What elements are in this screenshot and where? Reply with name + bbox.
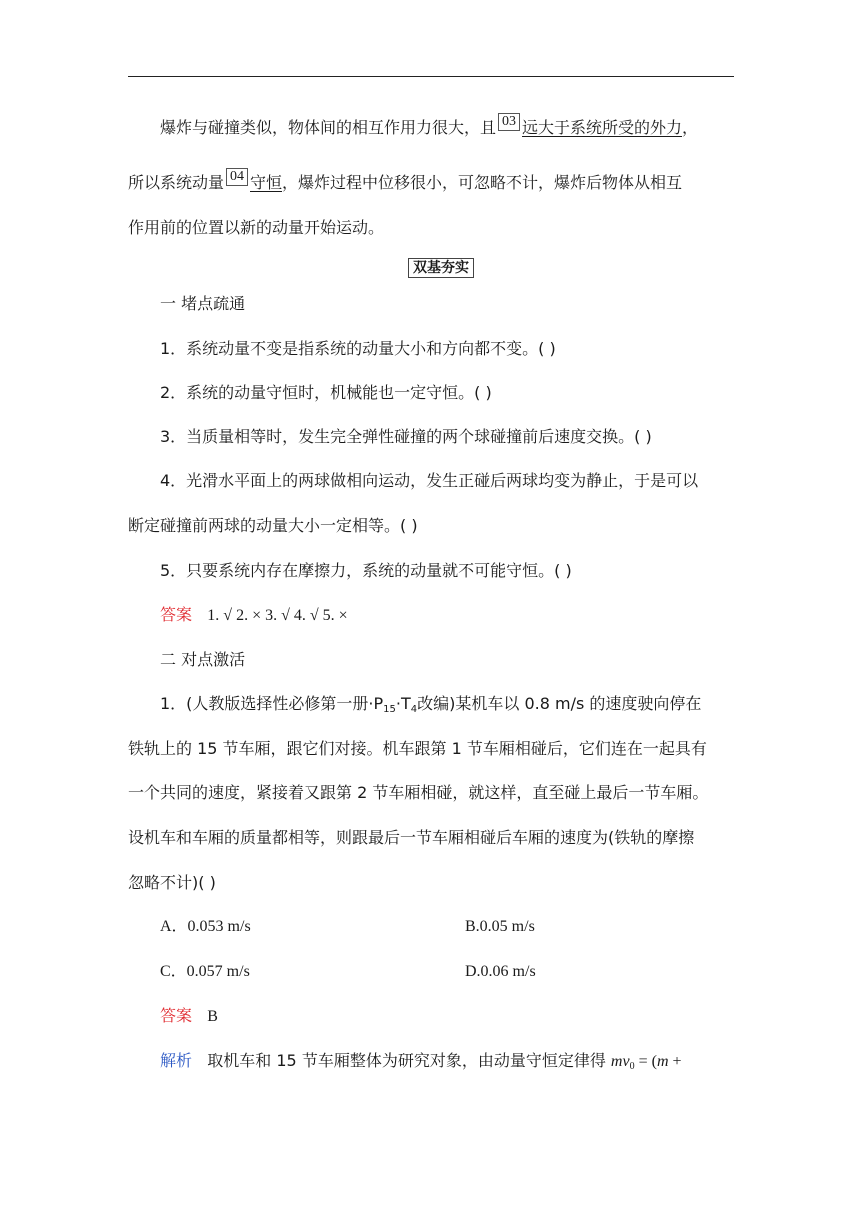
part1-item-3: 3．当质量相等时，发生完全弹性碰撞的两个球碰撞前后速度交换。( ) <box>160 427 652 446</box>
subscript: 4 <box>410 704 418 715</box>
analysis-line <box>160 1051 770 1077</box>
section-tag: 双基夯实 <box>408 258 474 278</box>
part1-item-4-cont: 断定碰撞前两球的动量大小一定相等。( ) <box>128 516 418 535</box>
option-c: C．0.057 m/s <box>160 963 250 980</box>
intro-line-3: 作用前的位置以新的动量开始运动。 <box>128 218 385 237</box>
option-a: A．0.053 m/s <box>160 918 251 935</box>
subscript: 0 <box>629 1061 635 1072</box>
intro-line-1 <box>160 114 770 139</box>
intro-text: 爆炸与碰撞类似，物体间的相互作用力很大，且 <box>160 118 497 137</box>
fill-answer-04: 守恒 <box>250 173 283 192</box>
part1-item-4: 4．光滑水平面上的两球做相向运动，发生正碰后两球均变为静止，于是可以 <box>160 471 699 490</box>
intro-line-2 <box>128 169 738 194</box>
answer-text: 1. √ 2. × 3. √ 4. √ 5. × <box>207 607 348 624</box>
answer-label: 答案 <box>160 1006 193 1025</box>
question-line-2: 铁轨上的 15 节车厢，跟它们对接。机车跟第 1 节车厢相碰后，它们连在一起具有 <box>128 739 707 758</box>
header-rule <box>128 76 734 77</box>
formula-text: + <box>668 1053 682 1070</box>
formula-symbol: m <box>610 1053 623 1070</box>
analysis-text: 取机车和 15 节车厢整体为研究对象，由动量守恒定律得 <box>207 1051 606 1070</box>
fill-answer-03: 远大于系统所受的外力 <box>522 118 683 137</box>
part2-heading: 二 对点激活 <box>160 650 246 669</box>
analysis-label: 解析 <box>160 1051 193 1070</box>
part1-item-2: 2．系统的动量守恒时，机械能也一定守恒。( ) <box>160 383 492 402</box>
option-d: D.0.06 m/s <box>465 963 536 980</box>
part1-answer <box>160 605 770 626</box>
part1-item-1: 1．系统动量不变是指系统的动量大小和方向都不变。( ) <box>160 339 556 358</box>
intro-text: ，爆炸过程中位移很小，可忽略不计，爆炸后物体从相互 <box>282 173 683 192</box>
question-text: 1．(人教版选择性必修第一册·P <box>160 694 384 713</box>
option-b: B.0.05 m/s <box>465 918 535 935</box>
blank-box-04: 04 <box>226 168 248 186</box>
intro-text: 所以系统动量 <box>128 173 225 192</box>
question-line-5: 忽略不计)( ) <box>128 873 216 892</box>
answer-label: 答案 <box>160 605 193 624</box>
part1-item-5: 5．只要系统内存在摩擦力，系统的动量就不可能守恒。( ) <box>160 561 572 580</box>
formula-symbol: m <box>656 1053 669 1070</box>
formula-symbol: v <box>622 1053 630 1070</box>
question-text: 改编)某机车以 0.8 m/s 的速度驶向停在 <box>417 694 702 713</box>
question-text: ·T <box>395 694 411 713</box>
part2-answer <box>160 1006 770 1027</box>
answer-text: B <box>207 1008 218 1025</box>
formula-text: = ( <box>634 1053 657 1070</box>
subscript: 15 <box>383 704 396 715</box>
question-line-3: 一个共同的速度，紧接着又跟第 2 节车厢相碰，就这样，直至碰上最后一节车厢。 <box>128 783 709 802</box>
blank-box-03: 03 <box>498 113 520 131</box>
question-line-1 <box>160 694 770 720</box>
intro-text: ， <box>682 118 699 137</box>
question-line-4: 设机车和车厢的质量都相等，则跟最后一节车厢相碰后车厢的速度为(铁轨的摩擦 <box>128 828 695 847</box>
part1-heading: 一 堵点疏通 <box>160 294 246 313</box>
